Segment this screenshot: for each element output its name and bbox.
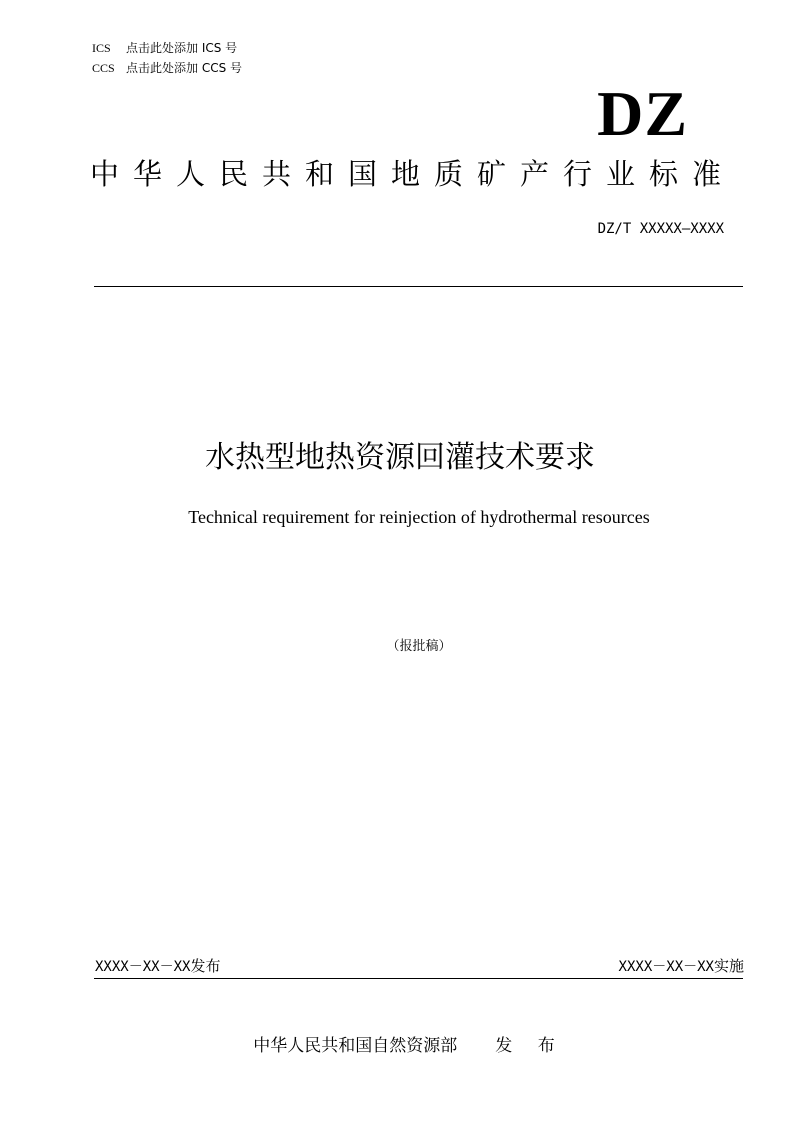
issuer: 中华人民共和国自然资源部 — [253, 1036, 458, 1056]
standard-number: DZ/T XXXXX—XXXX — [597, 221, 724, 237]
ics-line — [92, 41, 237, 55]
document-title-cn: 水热型地热资源回灌技术要求 — [205, 440, 595, 475]
implement-date: XXXX－XX－XX — [618, 959, 714, 975]
ccs-label: CCS — [92, 61, 115, 75]
ccs-line — [92, 61, 242, 75]
issue-label: 发 布 — [495, 1036, 565, 1056]
ics-value[interactable]: 点击此处添加 ICS 号 — [126, 41, 238, 55]
publish-date-line — [95, 956, 220, 977]
ics-label: ICS — [92, 41, 111, 55]
publish-label: 发布 — [190, 957, 221, 975]
implement-date-line — [619, 956, 744, 977]
issuer-line — [0, 1034, 800, 1058]
ccs-value[interactable]: 点击此处添加 CCS 号 — [126, 61, 243, 75]
dz-logo: DZ — [597, 78, 688, 149]
implement-label: 实施 — [713, 957, 744, 975]
bottom-divider — [94, 978, 743, 979]
document-title-en: Technical requirement for reinjection of hydrothermal resources — [188, 507, 650, 527]
top-divider — [94, 286, 743, 287]
publish-date: XXXX－XX－XX — [95, 959, 191, 975]
draft-status: （报批稿） — [386, 639, 452, 654]
standard-title: 中华人民共和国地质矿产行业标准 — [90, 157, 736, 191]
